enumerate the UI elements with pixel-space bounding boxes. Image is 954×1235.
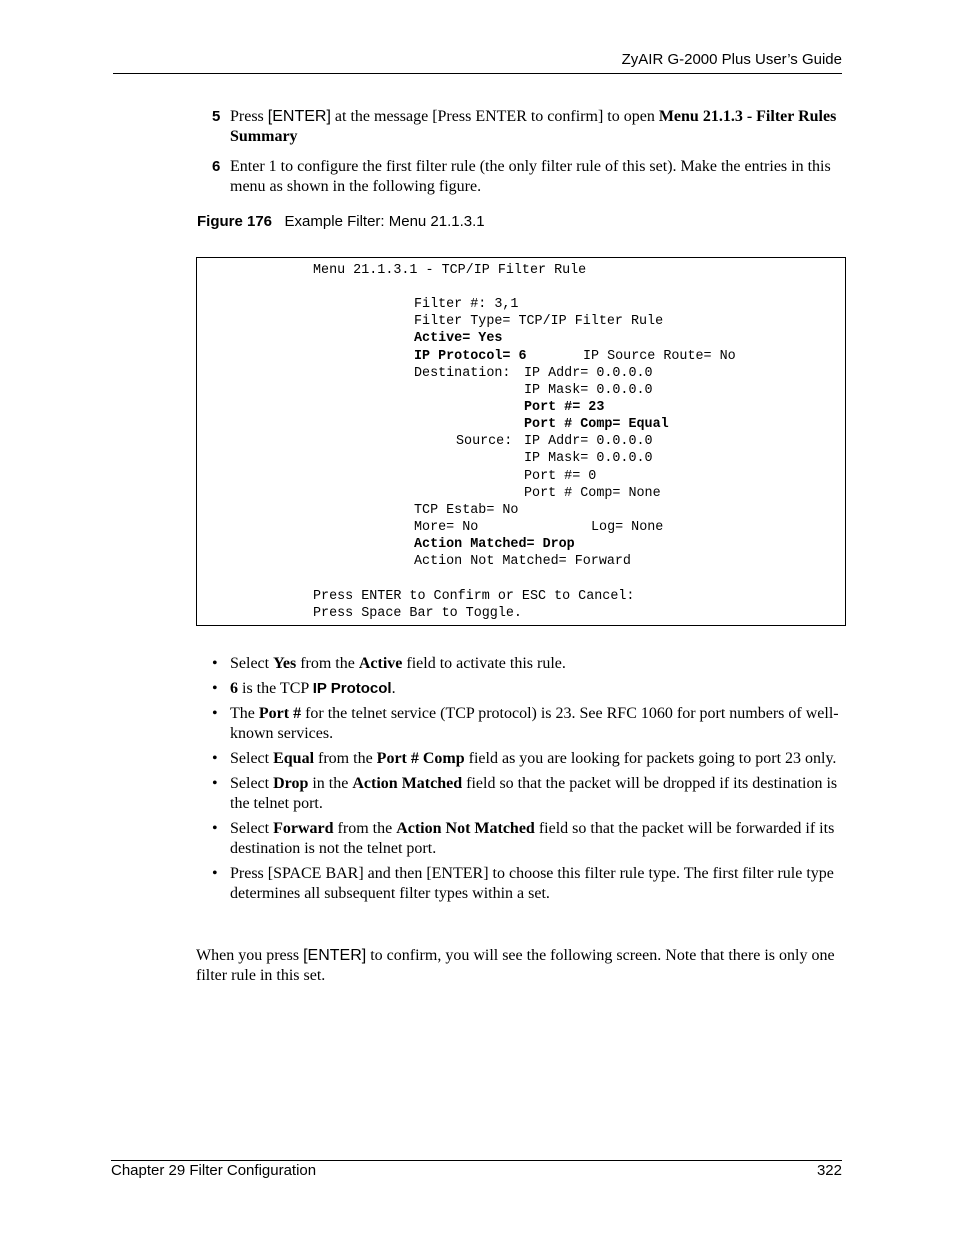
bold-term: Drop	[273, 775, 309, 792]
text-part: from the	[296, 655, 359, 672]
closing-paragraph	[196, 946, 842, 986]
src-ip-mask: IP Mask= 0.0.0.0	[524, 451, 653, 466]
bold-term: Equal	[273, 750, 315, 767]
ip-source-route-field: IP Source Route= No	[583, 349, 736, 364]
text-part: for the telnet service (TCP protocol) is 23. See RFC 1060 for port numbers of well-known services.	[230, 705, 839, 742]
text-part: The	[230, 705, 259, 722]
bold-term: Forward	[273, 820, 334, 837]
src-port-comp: Port # Comp= None	[524, 486, 661, 501]
text-part: field so that the packet will be dropped if its destination is the telnet port.	[230, 775, 838, 812]
bullet-icon: •	[212, 705, 218, 722]
filter-number: Filter #: 3,1	[414, 297, 519, 312]
active-field: Active= Yes	[414, 331, 503, 346]
toggle-prompt: Press Space Bar to Toggle.	[313, 606, 522, 621]
dest-ip-addr: IP Addr= 0.0.0.0	[524, 366, 653, 381]
list-item	[212, 819, 842, 859]
log-field: Log= None	[591, 520, 664, 535]
filter-type: Filter Type= TCP/IP Filter Rule	[414, 314, 664, 329]
list-item	[212, 704, 842, 744]
text-part: field so that the packet will be forwarded if its destination is not the telnet port.	[230, 820, 835, 857]
menu-screen	[196, 257, 846, 626]
step-text-part: at the message [Press ENTER to confirm] to open	[330, 108, 659, 125]
step-text: Enter 1 to configure the first filter rule (the only filter rule of this set). Make the entries in this menu as shown in the following figure.	[230, 158, 831, 195]
src-port: Port #= 0	[524, 469, 597, 484]
figure-caption	[197, 213, 485, 230]
list-item	[212, 774, 842, 814]
text-part: Select	[230, 655, 274, 672]
key-name: [ENTER]	[267, 108, 331, 125]
menu-title: Menu 21.1.3.1 - TCP/IP Filter Rule	[313, 263, 587, 278]
source-label: Source:	[456, 434, 513, 449]
bold-term: Port #	[258, 705, 302, 722]
text-part: When you press	[196, 947, 304, 964]
bold-term: 6	[230, 680, 238, 697]
step-number: 6	[212, 158, 221, 175]
page-number: 322	[816, 1162, 842, 1179]
list-item	[212, 864, 842, 904]
tcp-estab-field: TCP Estab= No	[414, 503, 519, 518]
text-part: Select	[230, 775, 274, 792]
step-text-part: Press	[230, 108, 268, 125]
text-part: from the	[333, 820, 397, 837]
key-name: [ENTER]	[303, 947, 367, 964]
text-part: Select	[230, 820, 274, 837]
bullet-icon: •	[212, 680, 218, 697]
confirm-prompt: Press ENTER to Confirm or ESC to Cancel:	[313, 589, 635, 604]
dest-port: Port #= 23	[524, 400, 605, 415]
bold-term: Action Matched	[352, 775, 463, 792]
bullet-icon: •	[212, 655, 218, 672]
bullet-icon: •	[212, 750, 218, 767]
text-part: is the TCP	[238, 680, 313, 697]
footer-divider	[111, 1160, 842, 1161]
bold-term: Action Not Matched	[396, 820, 535, 837]
menu-reference: Menu 21.1.3 - Filter Rules Summary	[230, 108, 837, 145]
instruction-list	[212, 654, 842, 909]
figure-label: Figure 176	[197, 213, 273, 230]
list-item	[212, 749, 842, 769]
step-text	[230, 107, 842, 147]
action-matched-field: Action Matched= Drop	[414, 537, 575, 552]
bold-term: Port # Comp	[376, 750, 465, 767]
figure-title: Example Filter: Menu 21.1.3.1	[284, 213, 485, 230]
text-part: field as you are looking for packets going to port 23 only.	[464, 750, 837, 767]
bold-term: Active	[358, 655, 403, 672]
bullet-icon: •	[212, 775, 218, 792]
text-part: Press [SPACE BAR] and then [ENTER] to choose this filter rule type. The first filter rule type determines all subsequent filter types within a set.	[230, 865, 834, 902]
running-header-title: ZyAIR G-2000 Plus User’s Guide	[621, 51, 842, 68]
step-number: 5	[212, 108, 221, 125]
text-part: in the	[308, 775, 353, 792]
bold-term: IP Protocol	[312, 680, 392, 697]
action-not-matched-field: Action Not Matched= Forward	[414, 554, 631, 569]
bold-term: Yes	[273, 655, 297, 672]
text-part: from the	[314, 750, 377, 767]
destination-label: Destination:	[414, 366, 511, 381]
list-item	[212, 654, 842, 674]
bullet-icon: •	[212, 865, 218, 882]
text-part: to confirm, you will see the following screen. Note that there is only one filter rule in this set.	[196, 947, 835, 984]
text-part: field to activate this rule.	[402, 655, 566, 672]
more-field: More= No	[414, 520, 479, 535]
dest-port-comp: Port # Comp= Equal	[524, 417, 669, 432]
footer-chapter: Chapter 29 Filter Configuration	[111, 1162, 317, 1179]
text-part: .	[391, 680, 396, 697]
ip-protocol-field: IP Protocol= 6	[414, 349, 527, 364]
list-item	[212, 679, 842, 699]
header-divider	[113, 73, 842, 74]
src-ip-addr: IP Addr= 0.0.0.0	[524, 434, 653, 449]
bullet-icon: •	[212, 820, 218, 837]
dest-ip-mask: IP Mask= 0.0.0.0	[524, 383, 653, 398]
text-part: Select	[230, 750, 274, 767]
